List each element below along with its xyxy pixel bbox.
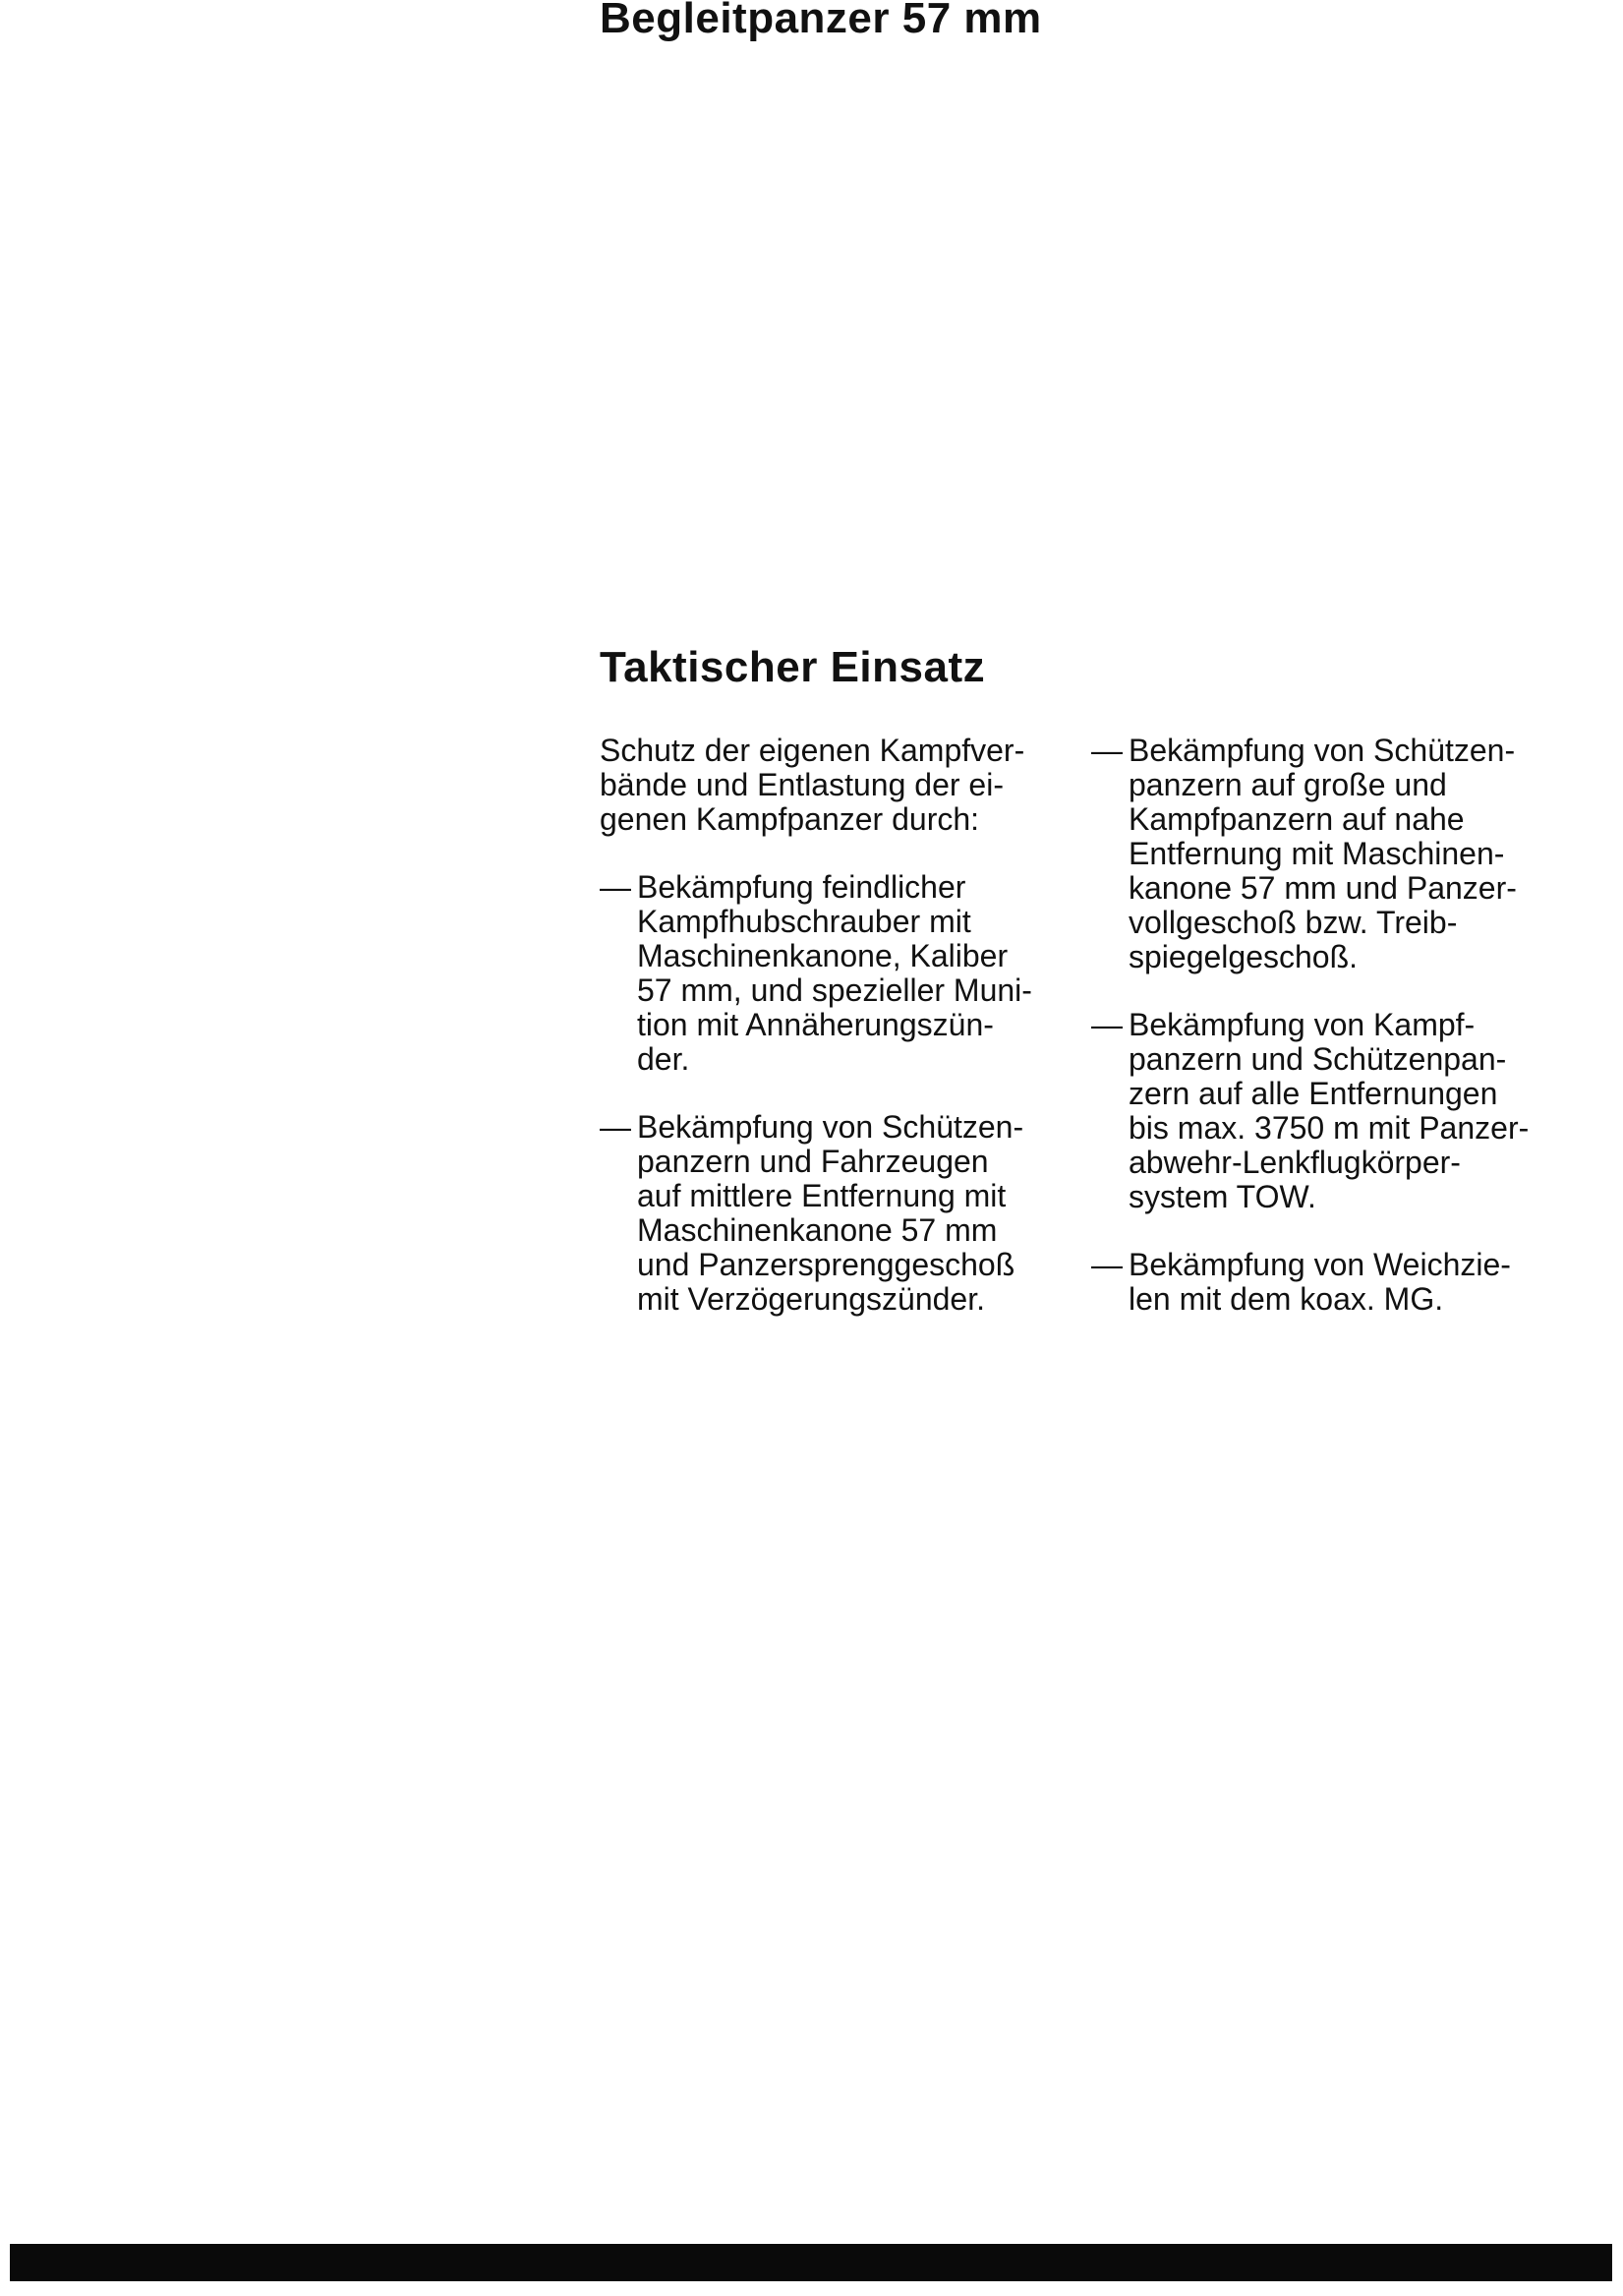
dash-bullet: — (600, 1109, 631, 1145)
section-title: Taktischer Einsatz (600, 643, 986, 691)
list-item (600, 870, 1072, 1077)
page-title: Begleitpanzer 57 mm (600, 0, 1042, 42)
right-column (1091, 734, 1583, 1350)
dash-bullet: — (1091, 733, 1123, 768)
list-item (1091, 1248, 1583, 1317)
left-column (600, 734, 1072, 1350)
dash-bullet: — (600, 869, 631, 905)
list-item-text: Bekämpfung von Weichzie- len mit dem koax. MG. (1129, 1247, 1511, 1317)
list-item (1091, 734, 1583, 974)
dash-bullet: — (1091, 1247, 1123, 1282)
list-item-text: Bekämpfung von Schützen- panzern und Fahrzeugen auf mittlere Entfernung mit Maschinenkanone 57 mm und Panzersprenggeschoß mit Verzögerungszünder. (637, 1109, 1024, 1317)
list-item-text: Bekämpfung von Schützen- panzern auf große und Kampfpanzern auf nahe Entfernung mit Maschinen- kanone 57 mm und Panzer- vollgeschoß bzw. Treib- spiegelgeschoß. (1129, 733, 1517, 974)
list-item (600, 1110, 1072, 1317)
footer-bar (10, 2244, 1612, 2281)
list-item-text: Bekämpfung feindlicher Kampfhubschrauber mit Maschinenkanone, Kaliber 57 mm, und spezieller Muni- tion mit Annäherungszün- der. (637, 869, 1032, 1077)
intro-paragraph: Schutz der eigenen Kampfver- bände und Entlastung der ei- genen Kampfpanzer durch: (600, 733, 1025, 837)
list-item (1091, 1008, 1583, 1214)
dash-bullet: — (1091, 1007, 1123, 1042)
list-item-text: Bekämpfung von Kampf- panzern und Schützenpan- zern auf alle Entfernungen bis max. 3750 m mit Panzer- abwehr-Lenkflugkörper- system TOW. (1129, 1007, 1530, 1214)
